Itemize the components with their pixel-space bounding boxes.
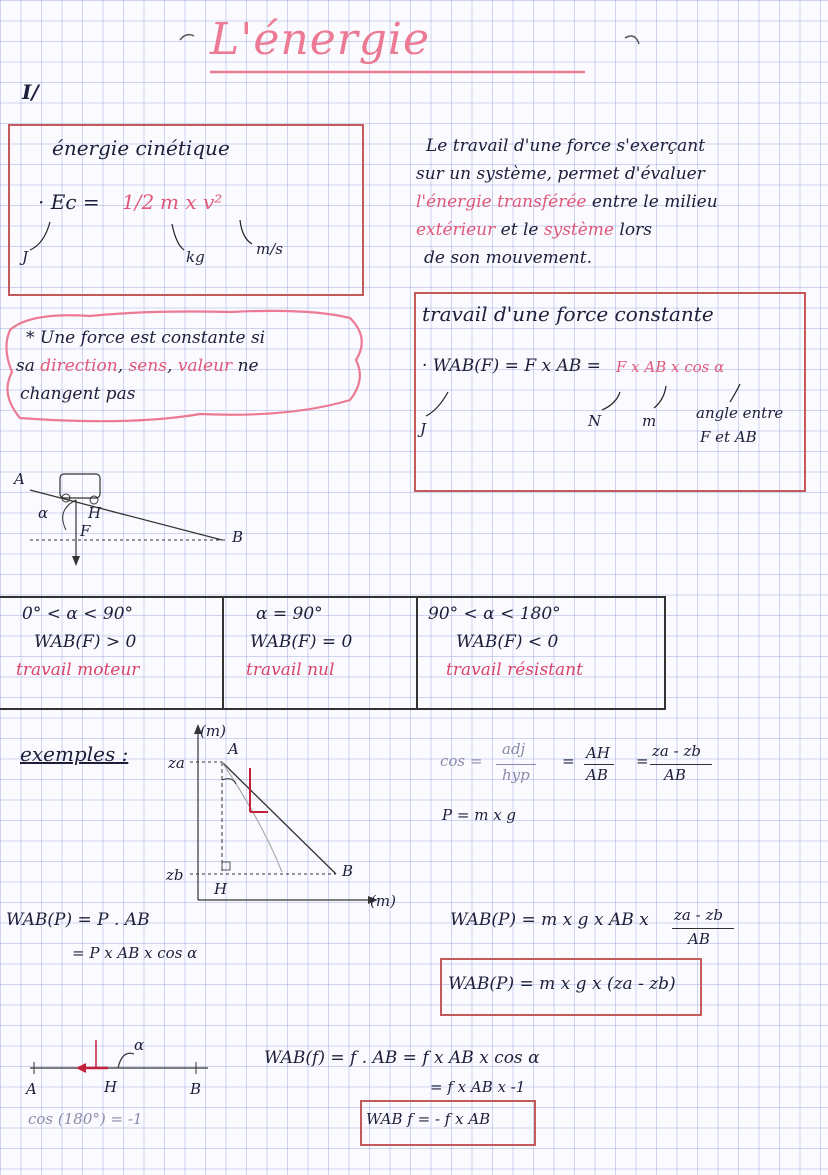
slope-label-f: F [80,522,91,540]
cos-hyp: hyp [502,766,530,784]
cf-direction: direction [40,356,118,376]
table-type-2: travail résistant [446,660,583,680]
slope-label-alpha: α [38,504,49,522]
work-def-system: système [543,220,614,240]
constant-force-line2: sa direction, sens, valeur ne [16,356,259,376]
slope-label-a: A [14,470,25,488]
work-formula-black: · WAB(F) = F x AB = [422,356,601,376]
zb-label: zb [166,866,184,884]
weight-formula: P = m x g [442,806,517,824]
axis-x-label: (m) [370,892,396,910]
slope-label-h: H [88,504,102,522]
friction-alpha: α [134,1036,145,1054]
table-cond-0: 0° < α < 90° [22,604,134,624]
unit-ms: m/s [256,240,283,258]
work-formula-pink: F x AB x cos α [616,358,725,376]
work-def-and: et le [500,220,539,240]
cos180-note: cos (180°) = -1 [28,1110,143,1128]
section-number: I/ [22,80,39,104]
constant-force-line1: * Une force est constante si [26,328,266,348]
unit-kg: kg [186,248,205,266]
friction-label-h: H [104,1078,118,1096]
cos-adj: adj [502,740,526,758]
point-b-label: B [342,862,354,880]
wf-line-1: WAB(f) = f . AB = f x AB x cos α [264,1048,540,1068]
table-type-0: travail moteur [16,660,140,680]
constant-force-line3: changent pas [20,384,136,404]
cos-ah: AH [586,744,610,762]
cf-ne: ne [237,356,259,376]
wp-right-frac-num: za - zb [674,906,723,924]
wp-right-1: WAB(P) = m x g x AB x [450,910,649,930]
friction-label-a: A [26,1080,37,1098]
table-cond-2: 90° < α < 180° [428,604,561,624]
cf-valeur: valeur [177,356,233,376]
unit-joule: J [22,248,29,266]
wf-boxed: WAB f = - f x AB [366,1110,491,1128]
cf-sens: sens [128,356,168,376]
kinetic-formula-lhs: · Ec = [38,190,100,214]
table-work-0: WAB(F) > 0 [34,632,137,652]
wp-boxed: WAB(P) = m x g x (za - zb) [448,974,676,994]
table-work-1: WAB(F) = 0 [250,632,353,652]
table-work-2: WAB(F) < 0 [456,632,559,652]
work-def-energy: l'énergie transférée [416,192,587,212]
cos-ab: AB [586,766,608,784]
point-h-label: H [214,880,228,898]
work-def-during: lors [619,220,652,240]
work-box-heading: travail d'une force constante [422,302,714,326]
axis-z-label: (m) [200,722,226,740]
wp-right-frac-den: AB [688,930,710,948]
friction-label-b: B [190,1080,202,1098]
cf-sa: sa [16,356,35,376]
cos-ab-2: AB [664,766,686,784]
work-unit-joule: J [420,420,427,438]
work-def-line5: de son mouvement. [424,248,592,268]
examples-label: exemples : [20,742,129,766]
cos-lhs: cos = [440,752,483,770]
work-def-line2: sur un système, permet d'évaluer [416,164,705,184]
table-cond-1: α = 90° [256,604,323,624]
za-label: za [168,754,185,772]
table-type-1: travail nul [246,660,335,680]
wp-left-2: = P x AB x cos α [72,944,198,962]
page-title: L'énergie [210,14,431,65]
slope-label-b: B [232,528,244,546]
work-unit-newton: N [588,412,602,430]
cos-eq-sign-2: = [636,752,649,770]
kinetic-heading: énergie cinétique [52,136,230,160]
angle-note-1: angle entre [696,404,784,422]
work-def-line1: Le travail d'une force s'exerçant [426,136,706,156]
cos-za-zb: za - zb [652,742,701,760]
cos-eq-sign: = [562,752,575,770]
work-def-between: entre le milieu [591,192,718,212]
point-a-label: A [228,740,239,758]
kinetic-half: 1/2 [122,190,155,214]
kinetic-formula-rhs: m x v² [160,190,223,214]
wp-left-1: WAB(P) = P . AB [6,910,150,930]
angle-note-2: F et AB [700,428,757,446]
work-def-exterior: extérieur [416,220,496,240]
work-unit-meter: m [642,412,657,430]
wf-line-2: = f x AB x -1 [430,1078,526,1096]
